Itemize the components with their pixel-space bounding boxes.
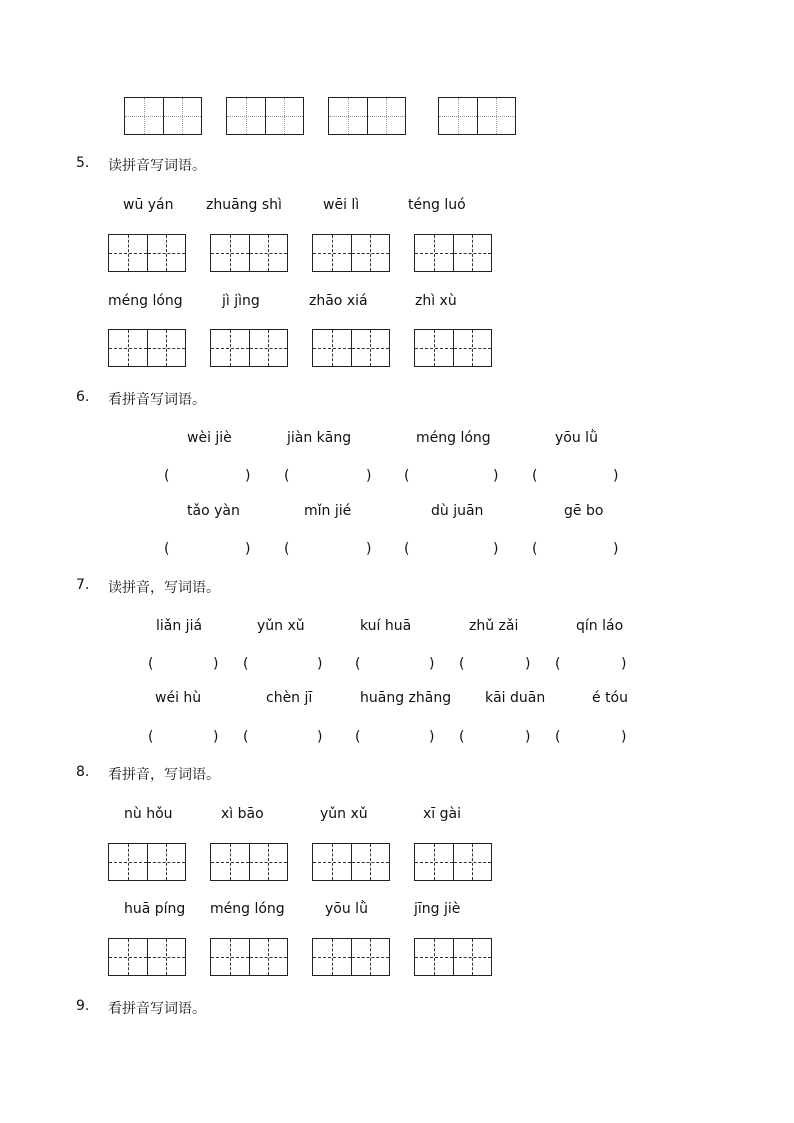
answer-box[interactable] (312, 843, 390, 881)
answer-box[interactable] (312, 329, 390, 367)
question-number: 9. (76, 998, 90, 1014)
answer-paren-close: ) (621, 729, 627, 745)
answer-paren-close: ) (429, 656, 435, 672)
answer-box[interactable] (414, 234, 492, 272)
question-instruction: 读拼音，写词语。 (108, 580, 220, 596)
answer-paren-close: ) (245, 541, 251, 557)
answer-paren-open: ( (532, 468, 538, 484)
pinyin-label: jiàn kāng (287, 430, 352, 446)
pinyin-label: wū yán (123, 197, 174, 213)
answer-box[interactable] (108, 329, 186, 367)
answer-paren-close: ) (245, 468, 251, 484)
pinyin-label: dù juān (431, 503, 484, 519)
pinyin-label: téng luó (408, 197, 466, 213)
answer-paren-close: ) (525, 729, 531, 745)
question-instruction: 看拼音写词语。 (108, 392, 206, 408)
pinyin-label: zhuāng shì (206, 197, 282, 213)
pinyin-label: tǎo yàn (187, 503, 240, 519)
answer-paren-close: ) (213, 656, 219, 672)
pinyin-label: wéi hù (155, 690, 202, 706)
answer-paren-open: ( (555, 729, 561, 745)
answer-paren-open: ( (284, 468, 290, 484)
pinyin-label: yōu lǜ (325, 901, 368, 917)
pinyin-label: huā píng (124, 901, 186, 917)
pinyin-label: wēi lì (323, 197, 360, 213)
question-number: 5. (76, 155, 90, 171)
pinyin-label: xī gài (423, 806, 461, 822)
answer-paren-open: ( (243, 656, 249, 672)
answer-paren-close: ) (525, 656, 531, 672)
pinyin-label: zhì xù (415, 293, 457, 309)
pinyin-label: é tóu (592, 690, 628, 706)
pinyin-label: xì bāo (221, 806, 264, 822)
pinyin-label: zhǔ zǎi (469, 618, 519, 634)
answer-paren-close: ) (613, 468, 619, 484)
answer-paren-open: ( (164, 541, 170, 557)
answer-box[interactable] (414, 329, 492, 367)
pinyin-label: nù hǒu (124, 806, 173, 822)
answer-paren-open: ( (355, 729, 361, 745)
answer-paren-close: ) (493, 468, 499, 484)
pinyin-label: liǎn jiá (156, 618, 203, 634)
answer-box[interactable] (438, 97, 516, 135)
answer-paren-close: ) (493, 541, 499, 557)
question-instruction: 读拼音写词语。 (108, 158, 206, 174)
answer-paren-open: ( (284, 541, 290, 557)
question-number: 8. (76, 764, 90, 780)
answer-paren-open: ( (404, 541, 410, 557)
answer-paren-close: ) (613, 541, 619, 557)
answer-paren-close: ) (317, 729, 323, 745)
answer-box[interactable] (414, 938, 492, 976)
answer-box[interactable] (328, 97, 406, 135)
answer-box[interactable] (124, 97, 202, 135)
pinyin-label: kuí huā (360, 618, 412, 634)
answer-paren-open: ( (459, 656, 465, 672)
pinyin-label: méng lóng (416, 430, 491, 446)
answer-box[interactable] (108, 234, 186, 272)
pinyin-label: jīng jiè (414, 901, 461, 917)
pinyin-label: yōu lǜ (555, 430, 598, 446)
question-number: 7. (76, 577, 90, 593)
question-number: 6. (76, 389, 90, 405)
pinyin-label: huāng zhāng (360, 690, 452, 706)
question-instruction: 看拼音，写词语。 (108, 767, 220, 783)
pinyin-label: wèi jiè (187, 430, 232, 446)
answer-box[interactable] (414, 843, 492, 881)
pinyin-label: méng lóng (210, 901, 285, 917)
answer-paren-open: ( (148, 656, 154, 672)
answer-box[interactable] (312, 234, 390, 272)
pinyin-label: méng lóng (108, 293, 183, 309)
pinyin-label: jì jìng (222, 293, 260, 309)
answer-paren-open: ( (148, 729, 154, 745)
answer-box[interactable] (312, 938, 390, 976)
answer-box[interactable] (108, 843, 186, 881)
answer-paren-open: ( (459, 729, 465, 745)
answer-box[interactable] (108, 938, 186, 976)
answer-paren-open: ( (555, 656, 561, 672)
answer-paren-open: ( (355, 656, 361, 672)
answer-paren-close: ) (317, 656, 323, 672)
answer-box[interactable] (210, 234, 288, 272)
answer-paren-close: ) (366, 541, 372, 557)
pinyin-label: zhāo xiá (309, 293, 368, 309)
answer-box[interactable] (210, 938, 288, 976)
pinyin-label: chèn jī (266, 690, 313, 706)
answer-paren-open: ( (243, 729, 249, 745)
answer-box[interactable] (226, 97, 304, 135)
answer-paren-close: ) (621, 656, 627, 672)
pinyin-label: gē bo (564, 503, 604, 519)
answer-paren-open: ( (532, 541, 538, 557)
answer-box[interactable] (210, 329, 288, 367)
pinyin-label: qín láo (576, 618, 624, 634)
answer-box[interactable] (210, 843, 288, 881)
question-instruction: 看拼音写词语。 (108, 1001, 206, 1017)
answer-paren-close: ) (213, 729, 219, 745)
answer-paren-close: ) (429, 729, 435, 745)
pinyin-label: yǔn xǔ (257, 618, 305, 634)
answer-paren-open: ( (404, 468, 410, 484)
pinyin-label: kāi duān (485, 690, 546, 706)
answer-paren-open: ( (164, 468, 170, 484)
pinyin-label: mǐn jié (304, 503, 352, 519)
answer-paren-close: ) (366, 468, 372, 484)
pinyin-label: yǔn xǔ (320, 806, 368, 822)
